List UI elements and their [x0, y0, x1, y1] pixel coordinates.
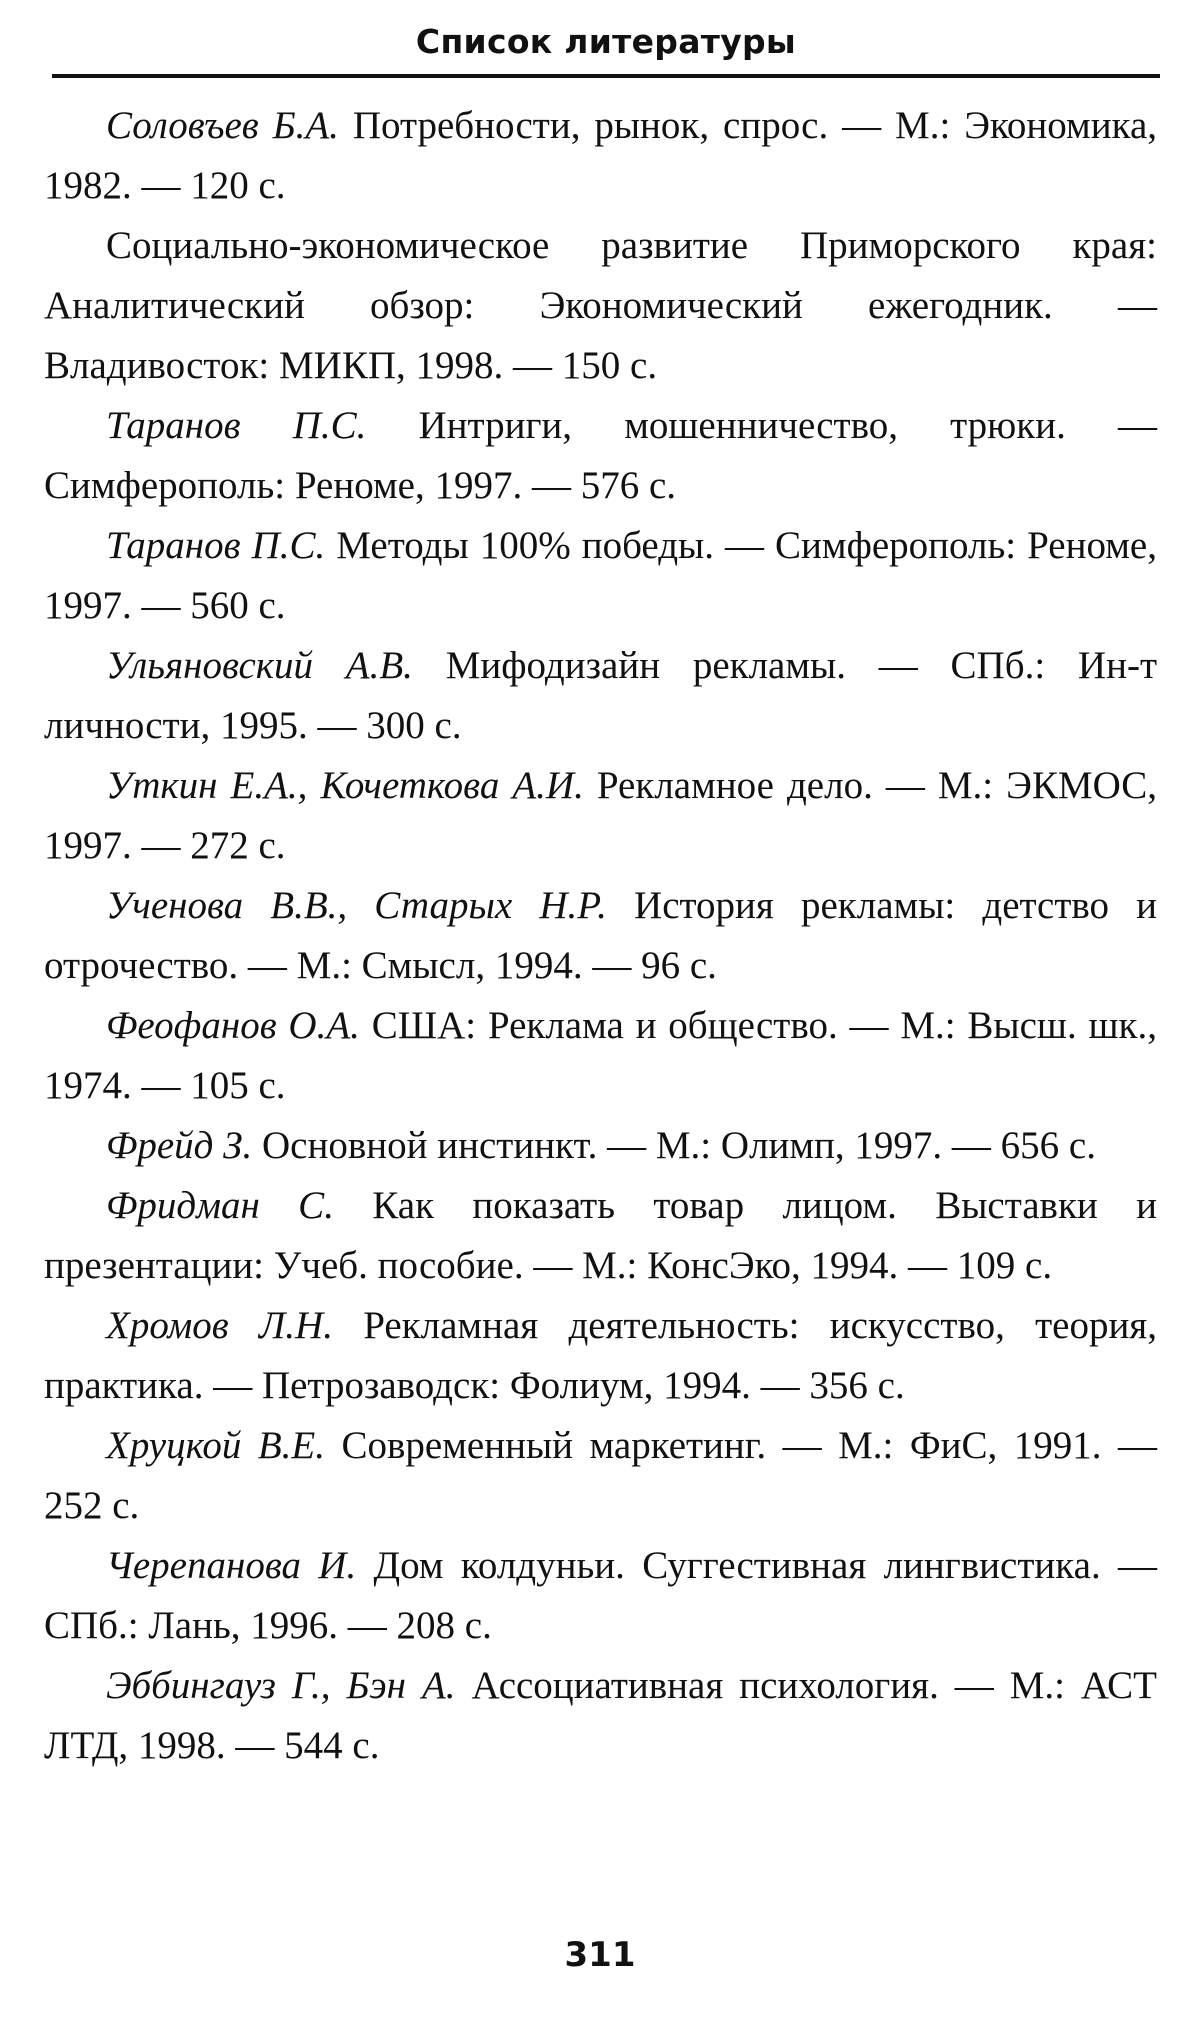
entry-author: Таранов П.С.	[106, 524, 326, 567]
entry-text: Социально-экономическое развитие Приморского края: Аналитический обзор: Экономический ежегодник. — Владивосток: МИКП, 1998. — 150 с.	[44, 224, 1157, 387]
bibliography-entry	[44, 1416, 1157, 1536]
entry-text: Дом колдуньи. Суггестивная лингвистика. — СПб.: Лань, 1996. — 208 с.	[44, 1544, 1157, 1647]
entry-author: Уткин Е.А., Кочеткова А.И.	[106, 764, 584, 807]
bibliography-entry	[44, 876, 1157, 996]
entry-author: Хромов Л.Н.	[106, 1304, 333, 1347]
entry-author: Соловъев Б.А.	[106, 104, 339, 147]
bibliography-entry	[44, 996, 1157, 1116]
entry-text: Рекламное дело. — М.: ЭКМОС, 1997. — 272 с.	[44, 764, 1157, 867]
bibliography-entry	[44, 516, 1157, 636]
entry-text: Интриги, мошенничество, трюки. — Симферополь: Реноме, 1997. — 576 с.	[44, 404, 1157, 507]
entry-author: Эббингауз Г., Бэн А.	[106, 1664, 456, 1707]
bibliography-entry	[44, 396, 1157, 516]
entry-author: Фрейд З.	[106, 1124, 253, 1167]
bibliography-entry	[44, 96, 1157, 216]
entry-author: Хруцкой В.Е.	[106, 1424, 325, 1467]
entry-text: Современный маркетинг. — М.: ФиС, 1991. — 252 с.	[44, 1424, 1157, 1527]
bibliography-entry	[44, 216, 1157, 396]
bibliography-entry	[44, 1116, 1157, 1176]
entry-author: Фридман С.	[106, 1184, 334, 1227]
bibliography-entry	[44, 1296, 1157, 1416]
page-number: 311	[564, 1935, 636, 1975]
bibliography-entry	[44, 1656, 1157, 1776]
bibliography-entry	[44, 636, 1157, 756]
entry-text: Мифодизайн рекламы. — СПб.: Ин-т личности, 1995. — 300 с.	[44, 644, 1157, 747]
header-rule	[52, 74, 1160, 78]
entry-text: Как показать товар лицом. Выставки и презентации: Учеб. пособие. — М.: КонсЭко, 1994. — 109 с.	[44, 1184, 1158, 1287]
entry-author: Ульяновский А.В.	[106, 644, 413, 687]
entry-text: История рекламы: детство и отрочество. — М.: Смысл, 1994. — 96 с.	[44, 884, 1158, 987]
running-head-title: Список литературы	[415, 22, 797, 61]
entry-text: США: Реклама и общество. — М.: Высш. шк., 1974. — 105 с.	[44, 1004, 1157, 1107]
bibliography-entry	[44, 1176, 1157, 1296]
bibliography-entry	[44, 756, 1157, 876]
entry-author: Таранов П.С.	[106, 404, 367, 447]
entry-author: Ученова В.В., Старых Н.Р.	[106, 884, 607, 927]
entry-text: Методы 100% победы. — Симферополь: Реноме, 1997. — 560 с.	[44, 524, 1157, 627]
bibliography-entry	[44, 1536, 1157, 1656]
entry-author: Феофанов О.А.	[106, 1004, 360, 1047]
entry-author: Черепанова И.	[106, 1544, 357, 1587]
entry-text: Потребности, рынок, спрос. — М.: Экономика, 1982. — 120 с.	[44, 104, 1158, 207]
entry-text: Рекламная деятельность: искусство, теория, практика. — Петрозаводск: Фолиум, 1994. — 356 с.	[44, 1304, 1158, 1407]
entry-text: Основной инстинкт. — М.: Олимп, 1997. — 656 с.	[252, 1124, 1096, 1167]
bibliography-list	[44, 96, 1157, 1776]
entry-text: Ассоциативная психология. — М.: АСТ ЛТД, 1998. — 544 с.	[44, 1664, 1157, 1767]
